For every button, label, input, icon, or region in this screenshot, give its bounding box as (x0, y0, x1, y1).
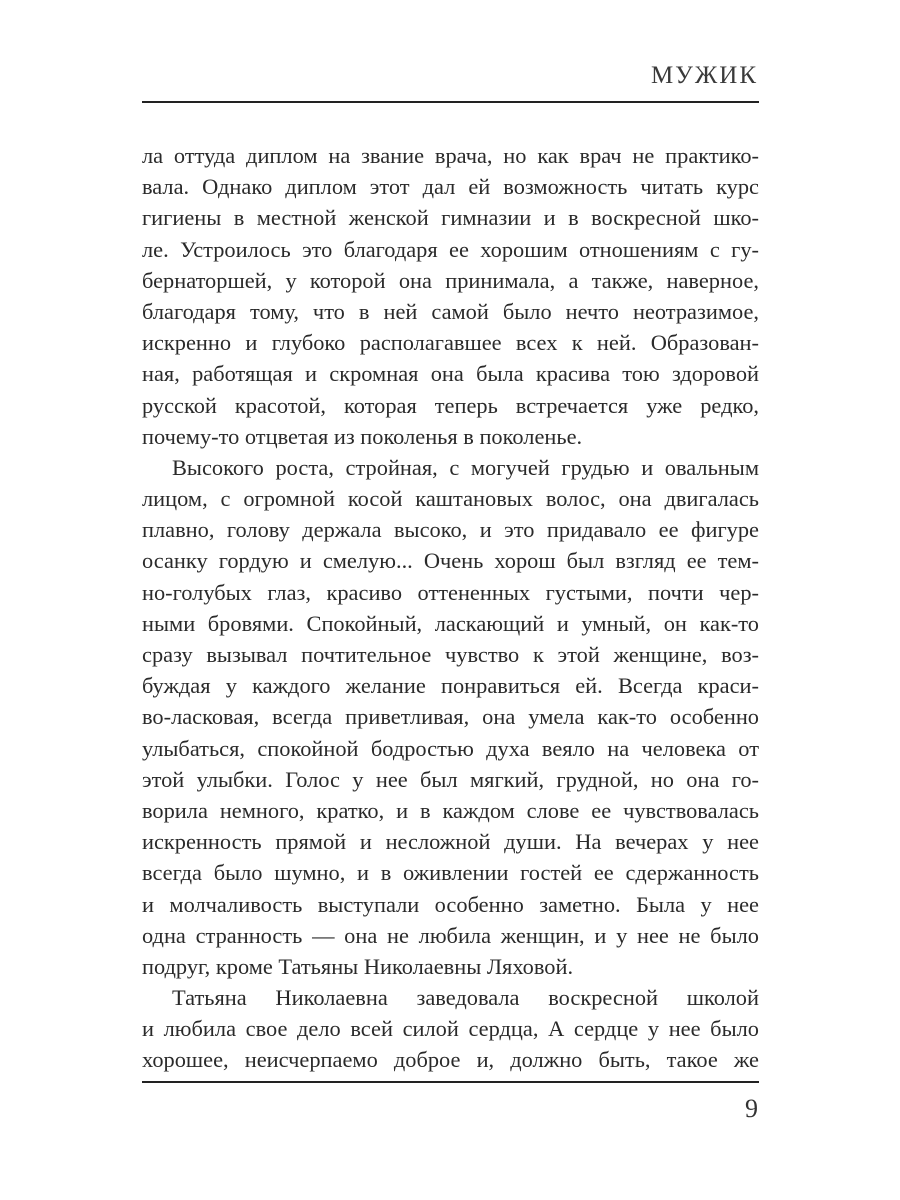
text-line: Высокого роста, стройная, с могучей грудью и овальным (172, 454, 759, 480)
paragraph (142, 140, 759, 452)
header-rule (142, 101, 759, 103)
footer-rule (142, 1081, 759, 1083)
text-line: русской красотой, которая теперь встречается уже редко, (142, 392, 759, 418)
text-line: хорошее, неисчерпаемо доброе и, должно быть, такое же (142, 1047, 759, 1073)
text-line: бернаторшей, у которой она принимала, а также, наверное, (142, 267, 759, 293)
paragraph (142, 452, 759, 982)
text-line: плавно, голову держала высоко, и это придавало ее фигуре (142, 517, 759, 543)
text-line: и молчаливость выступали особенно заметно. Была у нее (142, 891, 759, 917)
text-line: во-ласковая, всегда приветливая, она умела как-то особенно (142, 704, 759, 730)
body-text (142, 140, 759, 1076)
text-line: Татьяна Николаевна заведовала воскресной школой (172, 985, 759, 1011)
text-line: ворила немного, кратко, и в каждом слове ее чувствовалась (142, 797, 759, 823)
text-line: ная, работящая и скромная она была красива тою здоровой (142, 361, 759, 387)
text-line: искренно и глубоко располагавшее всех к ней. Образован- (142, 330, 759, 356)
text-line: осанку гордую и смелую... Очень хорош был взгляд ее тем- (142, 548, 759, 574)
text-line: сразу вызывал почтительное чувство к этой женщине, воз- (142, 642, 759, 667)
text-line: подруг, кроме Татьяны Николаевны Ляховой. (142, 953, 574, 979)
running-head: МУЖИК (650, 62, 758, 89)
text-line: и любила свое дело всей силой сердца, А сердце у нее было (142, 1016, 759, 1042)
text-line: ла оттуда диплом на звание врача, но как врач не практико- (142, 143, 759, 168)
text-line: лицом, с огромной косой каштановых волос, она двигалась (142, 486, 759, 512)
text-line: ле. Устроилось это благодаря ее хорошим отношениям с гу- (142, 236, 759, 262)
text-line: вала. Однако диплом этот дал ей возможность читать курс (142, 174, 759, 200)
text-line: почему-то отцветая из поколенья в поколенье. (142, 423, 583, 449)
text-line: буждая у каждого желание понравиться ей. Всегда краси- (142, 673, 759, 699)
text-line: благодаря тому, что в ней самой было нечто неотразимое, (142, 298, 759, 324)
text-line: этой улыбки. Голос у нее был мягкий, грудной, но она го- (142, 766, 759, 792)
text-line: искренность прямой и несложной души. На вечерах у нее (142, 829, 759, 855)
text-line: гигиены в местной женской гимназии и в воскресной шко- (142, 205, 759, 231)
text-line: ными бровями. Спокойный, ласкающий и умный, он как-то (142, 610, 759, 636)
text-line: всегда было шумно, и в оживлении гостей ее сдержанность (142, 860, 759, 886)
paragraph (142, 982, 759, 1076)
text-line: одна странность — она не любила женщин, и у нее не было (142, 922, 759, 948)
text-line: улыбаться, спокойной бодростью духа веяло на человека от (142, 735, 759, 761)
text-line: но-голубых глаз, красиво оттененных густыми, почти чер- (142, 579, 759, 605)
page-number: 9 (745, 1094, 758, 1123)
